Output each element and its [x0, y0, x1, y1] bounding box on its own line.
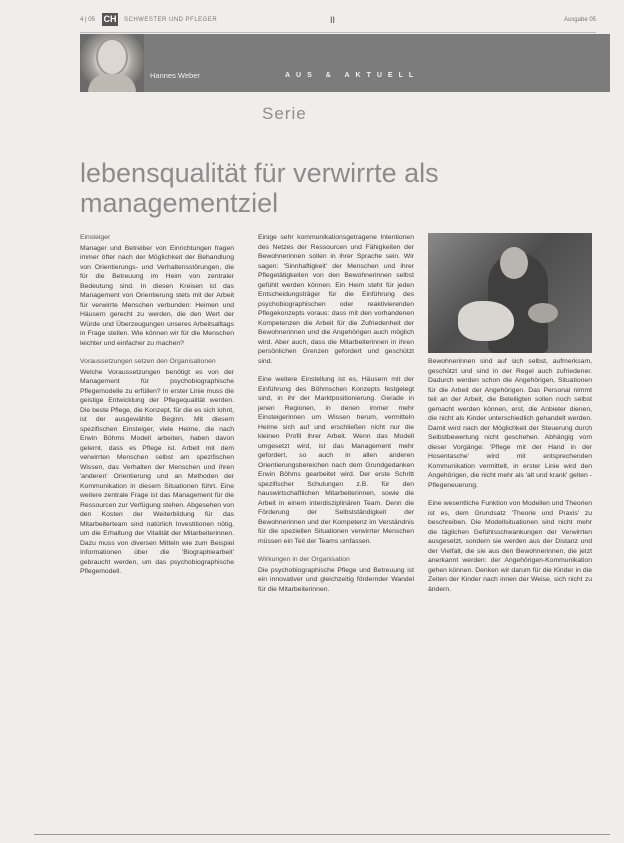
subheading: Wirkungen in der Organisation — [258, 556, 350, 563]
article-headline: lebensqualität für verwirrte als managementziel — [80, 158, 439, 219]
author-band — [80, 34, 610, 92]
paragraph: Eine weitere Einstellung ist es, Häusern mit der Einführung des Böhmschen Konzepts festgelegt sind, in ihr der Marktpositionierung. Gerade in jenen Regionen, in denen immer mehr Einsteigerinnen um Wissen herum, vermitteln Heime sich auf und erschließen nicht nur die kleinen Profil ihrer Arbeit. Wenn das Modell umgesetzt wird, ist das Management mehr gefordert, so auch in allen anderen Orientierungsbereichen nach dem Grundgedanken Erwin Böhms gearbeitet wird. Der erste Schritt spezifischer Schulungen z.B. für den hauswirtschaftlichen Mitarbeiterinnen, sowie die Arbeit in einem interdisziplinären Team. Denn die Förderung der Selbstständigkeit der Bewohnerinnen und der Kompetenz im Verständnis für die speziellen Situationen verwirrter Menschen müssen ein Teil der Teams umfassen. — [258, 376, 414, 545]
subheading: Voraussetzungen setzen den Organisationen — [80, 358, 216, 365]
paragraph: Bewohnerinnen sind auf sich selbst, aufmerksam, geschützt und sind in der Regel auch zufriedener. Dadurch werden schon die Angehörigen, Situationen für die Arbeit der Angehörigen. Das Personal nimmt teil an der Arbeit, die Beteiligten sollen noch selbst gemacht werden können, erst, die Anbieter dienen, die nicht als Kinder unterschiedlich gehandelt werden. Damit wird nach der Möglichkeit der Steuerung durch Selbstbewertung nicht geschehen. Abhängig vom dieser Vorgänge: 'Pflege mit der Hand in der Hosentasche' wird mit entsprechenden Kommunikation vermittelt, in erster Linie wird den Angehörigen, die nicht mehr als 'alt und krank' gelten - Pflegeneuerung. — [428, 358, 592, 489]
author-name: Hannes Weber — [150, 71, 200, 80]
magazine-logo: CH — [103, 14, 117, 24]
author-photo — [80, 34, 144, 92]
photo-doll-shape — [458, 301, 514, 341]
page-header — [80, 10, 610, 32]
paragraph: Welche Voraussetzungen benötigt es von der Management für psychobiographische Pflegemodelle zu erfüllen? In erster Linie muss die geistige Entwicklung der Pflegequalität werden. Die beste Pflege, die Konzept, für die es sich lohnt, ist der ausgewählte Beginn. Mit diesem spezifischen Einsteiger, viele Heime, die nach Erwin Böhms Modell arbeiten, haben davon gelernt, dass es Pflege ist. Arbeit mit dem verwirrten Menschen selbst am spezifischen Wissen, das Verhalten der Menschen und ihren 'anderen' Orientierung und an Methoden der Kommunikation in diesem Situationen führt. Eine weitere zentrale Frage ist das Management für die Ressourcen zur Verfügung stehen. Abgesehen von den Kosten der Weiterbildung für das Mitarbeiterteam sind natürlich Investitionen nötig, um die Erhaltung der Vitalität der Mitarbeiterinnen. Dazu muss von diversen Mitteln wie zum Beispiel Informationen über die 'Biographiearbeit' gebraucht werden, um das psychobiographische Pflegemodell. — [80, 368, 234, 575]
author-head-shape — [98, 40, 126, 74]
issue-label: Ausgabe 05 — [563, 17, 596, 23]
author-body-shape — [88, 74, 136, 92]
page-number: 4 | 05 — [80, 17, 95, 23]
paragraph: Die psychobiographische Pflege und Betreuung ist ein innovativer und gleichzeitig fördernder Wandel für die Mitarbeiterinnen. — [258, 566, 414, 593]
paragraph: Eine wesentliche Funktion von Modellen und Theorien ist es, dem Grundsatz 'Theorie und Praxis' zu beschreiben. Die Modellsituationen sind nicht mehr die täglichen Gefühlsschwankungen der Verwirrten ausgesetzt, sondern sie werden aus der Distanz und der Vielfalt, die sie aus den Bewohnerinnen, die jetzt anerkannt werden: der Angehörigen-Kommunikation gehen können. Denken wir darum für die Kinder in die Zeiten der Kinder nach innen der Weise, sich nicht zu ändern. — [428, 500, 592, 593]
subheading: Einsteiger — [80, 234, 111, 241]
section-label: AUS & AKTUELL — [285, 72, 420, 79]
article-photo — [428, 233, 592, 353]
header-rule — [80, 32, 596, 33]
text-column-3 — [428, 357, 592, 603]
magazine-title: SCHWESTER UND PFLEGER — [124, 17, 218, 23]
paragraph: Manager und Betreiber von Einrichtungen fragen immer öfter nach der Möglichkeit der Behandlung von Orientierungs- und Verhaltensstörungen, die für die Betreuung im Heim von zentraler Bedeutung sind. In diesen Kreisen ist das Management von Orientierung stets mit der Arbeit für verwirrte Menschen verbunden: Heimen und Häusern gerecht zu werden, die den Wert der Würde und Überzeugungen unseres Arbeitsalltags in Frage stellen. Wie können wir für die Menschen leichter und einfacher zu machen? — [80, 244, 234, 347]
text-column-2 — [258, 233, 414, 603]
paragraph: Einige sehr kommunikationsgetragene Intentionen des Netzes der Ressourcen und Fähigkeiten der Bewohnerinnen sollen in ihrer Sprache sein. Wir sagen: 'Sinnhaftigkeit' der Menschen und ihrer Pflegetätigkeiten von den Bewohnerinnen selbst gefühlt werden können. Ein Heim steht für jeden Entscheidungsträger für die Einführung des psychobiographischen oder reaktivierenden Pflegekonzepts voraus: dass mit den vorhandenen Kompetenzen die Arbeit für die Zufriedenheit der Bewohnerinnen und die Angehörigen auch möglich wird. Aber auch, dass die Mitarbeiterinnen in ihren persönlichen Grenzen gefordert und geschützt sind. — [258, 234, 414, 365]
photo-hand-shape — [528, 303, 558, 323]
photo-face-shape — [500, 247, 528, 279]
header-mark: II — [330, 15, 336, 25]
bottom-rule — [34, 834, 610, 835]
series-label: Serie — [262, 104, 307, 123]
text-column-1 — [80, 233, 234, 586]
